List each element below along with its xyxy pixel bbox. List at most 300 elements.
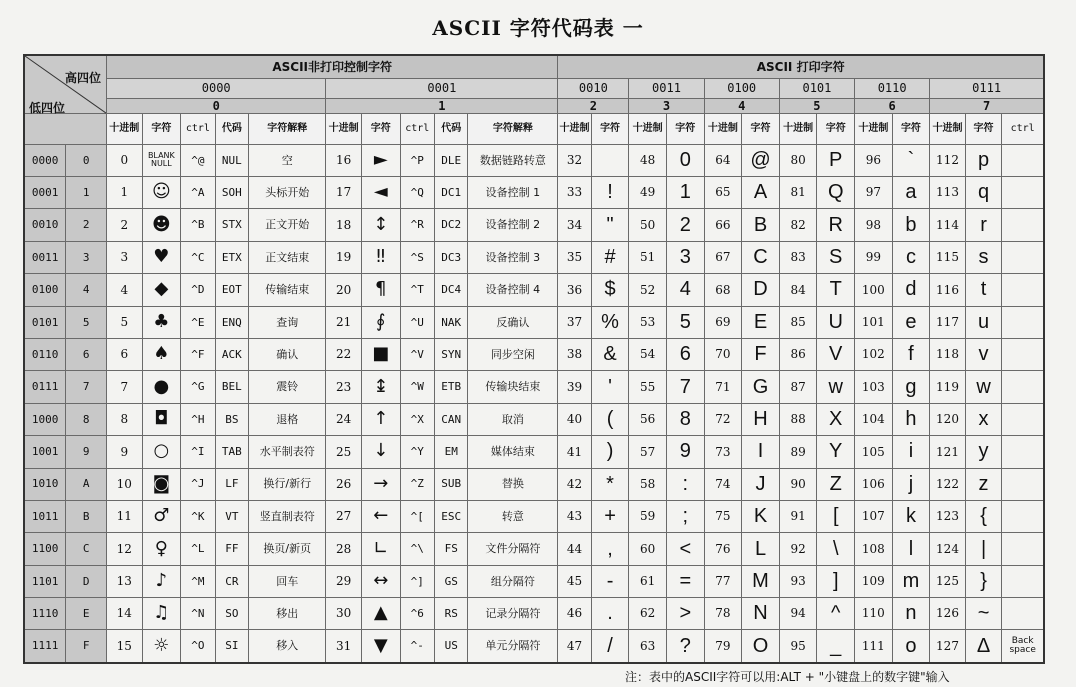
print-dec: 46 <box>558 598 591 630</box>
ctrl-dec: 21 <box>326 306 362 338</box>
print-char: U <box>817 306 855 338</box>
print-char: B <box>742 209 780 241</box>
ctrl-key: ^D <box>181 274 215 306</box>
print-dec: 104 <box>855 403 893 435</box>
print-dec: 69 <box>704 306 742 338</box>
high-digit-4: 4 <box>704 98 779 113</box>
ctrl-description: 单元分隔符 <box>468 630 558 663</box>
ctrl-code: DLE <box>435 144 468 176</box>
print-dec: 114 <box>930 209 966 241</box>
print-dec: 115 <box>930 241 966 273</box>
high-digit-2: 2 <box>558 98 629 113</box>
print-dec: 49 <box>629 177 667 209</box>
print-dec: 101 <box>855 306 893 338</box>
print-char: = <box>666 565 704 597</box>
ctrl-description: 反确认 <box>468 306 558 338</box>
ctrl-dec: 7 <box>107 371 143 403</box>
print-char: t <box>965 274 1002 306</box>
ctrl-symbol: ■ <box>361 338 400 370</box>
ctrl-symbol: ◘ <box>142 403 181 435</box>
print-char: d <box>892 274 930 306</box>
ctrl-symbol: ∮ <box>361 306 400 338</box>
row-binary: 1101 <box>24 565 66 597</box>
print-char: : <box>666 468 704 500</box>
table-row <box>24 371 1044 403</box>
ctrl-symbol: ♂ <box>142 500 181 532</box>
ctrl-description: 媒体结束 <box>468 436 558 468</box>
print-dec: 109 <box>855 565 893 597</box>
ctrl-key: ^U <box>400 306 434 338</box>
ctrl-code: DC1 <box>435 177 468 209</box>
print-char: j <box>892 468 930 500</box>
print-dec: 41 <box>558 436 591 468</box>
ctrl-description: 文件分隔符 <box>468 533 558 565</box>
print-dec: 121 <box>930 436 966 468</box>
ctrl-key: ^N <box>181 598 215 630</box>
ctrl-code: VT <box>215 500 248 532</box>
print-dec: 40 <box>558 403 591 435</box>
ctrl-dec: 24 <box>326 403 362 435</box>
ascii-table <box>23 54 1045 664</box>
print-dec: 116 <box>930 274 966 306</box>
print-char: H <box>742 403 780 435</box>
row-hex: 0 <box>66 144 107 176</box>
ctrl-symbol: ↑ <box>361 403 400 435</box>
ctrl-symbol <box>142 144 181 176</box>
print-char: s <box>965 241 1002 273</box>
print-dec: 110 <box>855 598 893 630</box>
print-char: 5 <box>666 306 704 338</box>
print-dec: 36 <box>558 274 591 306</box>
print-char: ? <box>666 630 704 663</box>
ctrl-code: DC2 <box>435 209 468 241</box>
ctrl-key: ^A <box>181 177 215 209</box>
print-dec: 86 <box>779 338 817 370</box>
print-char: Z <box>817 468 855 500</box>
print-dec: 118 <box>930 338 966 370</box>
ctrl-symbol: ¶ <box>361 274 400 306</box>
print-char: 3 <box>666 241 704 273</box>
ctrl-symbol: ↓ <box>361 436 400 468</box>
ctrl-description: 竖直制表符 <box>249 500 326 532</box>
ctrl-key: ^[ <box>400 500 434 532</box>
ctrl-code: EOT <box>215 274 248 306</box>
print-dec: 60 <box>629 533 667 565</box>
row-binary: 1010 <box>24 468 66 500</box>
del-ctrl-empty <box>1002 436 1044 468</box>
print-char: 8 <box>666 403 704 435</box>
print-char: \ <box>817 533 855 565</box>
ctrl-key: ^B <box>181 209 215 241</box>
ctrl-description: 设备控制 2 <box>468 209 558 241</box>
ctrl-dec: 18 <box>326 209 362 241</box>
print-dec: 99 <box>855 241 893 273</box>
subheader-char: 字符 <box>817 114 855 145</box>
ctrl-code: TAB <box>215 436 248 468</box>
print-char: N <box>742 598 780 630</box>
null-label: NULL <box>150 159 172 169</box>
ctrl-key: ^L <box>181 533 215 565</box>
del-ctrl-empty <box>1002 241 1044 273</box>
print-char: ; <box>666 500 704 532</box>
ctrl-dec: 30 <box>326 598 362 630</box>
print-char: $ <box>591 274 629 306</box>
print-char: n <box>892 598 930 630</box>
ctrl-code: NUL <box>215 144 248 176</box>
ctrl-dec: 1 <box>107 177 143 209</box>
print-char: 1 <box>666 177 704 209</box>
ctrl-key: ^T <box>400 274 434 306</box>
ctrl-symbol: ◄ <box>361 177 400 209</box>
print-char: i <box>892 436 930 468</box>
blank-label: BLANK <box>147 150 175 160</box>
print-dec: 102 <box>855 338 893 370</box>
print-dec: 79 <box>704 630 742 663</box>
del-ctrl-empty <box>1002 209 1044 241</box>
print-char: K <box>742 500 780 532</box>
ctrl-code: SO <box>215 598 248 630</box>
ctrl-key: ^Q <box>400 177 434 209</box>
subheader-ctrl: ctrl <box>1002 114 1044 145</box>
print-char: w <box>817 371 855 403</box>
print-dec: 119 <box>930 371 966 403</box>
ctrl-code: BS <box>215 403 248 435</box>
row-binary: 1000 <box>24 403 66 435</box>
del-ctrl-empty <box>1002 177 1044 209</box>
print-dec: 61 <box>629 565 667 597</box>
print-dec: 92 <box>779 533 817 565</box>
ctrl-dec: 23 <box>326 371 362 403</box>
print-dec: 127 <box>930 630 966 663</box>
row-hex: B <box>66 500 107 532</box>
print-char: v <box>965 338 1002 370</box>
ctrl-dec: 16 <box>326 144 362 176</box>
row-hex: F <box>66 630 107 663</box>
print-char: * <box>591 468 629 500</box>
ctrl-dec: 2 <box>107 209 143 241</box>
del-ctrl-empty <box>1002 533 1044 565</box>
ctrl-symbol: ↨ <box>361 371 400 403</box>
ctrl-key: ^O <box>181 630 215 663</box>
print-dec: 53 <box>629 306 667 338</box>
table-row <box>24 306 1044 338</box>
row-hex: C <box>66 533 107 565</box>
ctrl-code: DC4 <box>435 274 468 306</box>
print-char: " <box>591 209 629 241</box>
print-dec: 56 <box>629 403 667 435</box>
print-char: o <box>892 630 930 663</box>
row-hex: D <box>66 565 107 597</box>
print-dec: 84 <box>779 274 817 306</box>
print-char: V <box>817 338 855 370</box>
row-binary: 0011 <box>24 241 66 273</box>
print-dec: 91 <box>779 500 817 532</box>
print-char: ) <box>591 436 629 468</box>
print-char: ` <box>892 144 930 176</box>
print-dec: 85 <box>779 306 817 338</box>
print-dec: 58 <box>629 468 667 500</box>
print-char: . <box>591 598 629 630</box>
print-dec: 65 <box>704 177 742 209</box>
ctrl-dec: 5 <box>107 306 143 338</box>
ctrl-code: CAN <box>435 403 468 435</box>
print-dec: 50 <box>629 209 667 241</box>
print-char: G <box>742 371 780 403</box>
print-char: E <box>742 306 780 338</box>
ctrl-code: GS <box>435 565 468 597</box>
ctrl-symbol: ● <box>142 371 181 403</box>
high-bits-0011: 0011 <box>629 79 704 98</box>
print-char <box>591 144 629 176</box>
ctrl-code: SI <box>215 630 248 663</box>
ctrl-code: ENQ <box>215 306 248 338</box>
print-dec: 52 <box>629 274 667 306</box>
ctrl-symbol: ► <box>361 144 400 176</box>
print-section-header: ASCII 打印字符 <box>558 55 1044 79</box>
print-dec: 89 <box>779 436 817 468</box>
row-binary: 0001 <box>24 177 66 209</box>
ctrl-dec: 13 <box>107 565 143 597</box>
print-dec: 75 <box>704 500 742 532</box>
row-hex: A <box>66 468 107 500</box>
ctrl-dec: 19 <box>326 241 362 273</box>
high-digit-6: 6 <box>855 98 930 113</box>
ctrl-key: ^W <box>400 371 434 403</box>
print-dec: 93 <box>779 565 817 597</box>
table-row <box>24 241 1044 273</box>
high-digit-3: 3 <box>629 98 704 113</box>
print-char: I <box>742 436 780 468</box>
print-char: y <box>965 436 1002 468</box>
table-row <box>24 500 1044 532</box>
ctrl-dec: 17 <box>326 177 362 209</box>
ctrl-dec: 10 <box>107 468 143 500</box>
row-binary: 0100 <box>24 274 66 306</box>
subheader-dec: 十进制 <box>107 114 143 145</box>
ctrl-key: ^] <box>400 565 434 597</box>
print-dec: 33 <box>558 177 591 209</box>
print-dec: 94 <box>779 598 817 630</box>
print-char: ~ <box>965 598 1002 630</box>
row-hex: 4 <box>66 274 107 306</box>
ctrl-key: ^F <box>181 338 215 370</box>
ctrl-symbol: ◙ <box>142 468 181 500</box>
print-dec: 54 <box>629 338 667 370</box>
print-dec: 105 <box>855 436 893 468</box>
print-char: Q <box>817 177 855 209</box>
high-digit-1: 1 <box>326 98 558 113</box>
high-bits-0000: 0000 <box>107 79 326 98</box>
ctrl-description: 移入 <box>249 630 326 663</box>
ctrl-description: 设备控制 4 <box>468 274 558 306</box>
print-dec: 83 <box>779 241 817 273</box>
ctrl-description: 头标开始 <box>249 177 326 209</box>
ctrl-description: 取消 <box>468 403 558 435</box>
row-hex: 1 <box>66 177 107 209</box>
print-char: 2 <box>666 209 704 241</box>
ctrl-code: RS <box>435 598 468 630</box>
print-char: 7 <box>666 371 704 403</box>
row-binary: 0101 <box>24 306 66 338</box>
ctrl-description: 移出 <box>249 598 326 630</box>
ctrl-symbol: ◆ <box>142 274 181 306</box>
high-bits-0101: 0101 <box>779 79 854 98</box>
table-row <box>24 177 1044 209</box>
print-dec: 34 <box>558 209 591 241</box>
row-hex: 6 <box>66 338 107 370</box>
print-char: T <box>817 274 855 306</box>
print-char: f <box>892 338 930 370</box>
print-dec: 73 <box>704 436 742 468</box>
ctrl-description: 退格 <box>249 403 326 435</box>
ctrl-dec: 14 <box>107 598 143 630</box>
subheader-char: 字符 <box>142 114 181 145</box>
row-hex: 2 <box>66 209 107 241</box>
table-row <box>24 144 1044 176</box>
print-char: m <box>892 565 930 597</box>
table-row <box>24 565 1044 597</box>
ctrl-dec: 28 <box>326 533 362 565</box>
ctrl-key: ^@ <box>181 144 215 176</box>
row-binary: 1111 <box>24 630 66 663</box>
ctrl-code: US <box>435 630 468 663</box>
print-char: / <box>591 630 629 663</box>
ctrl-key: ^G <box>181 371 215 403</box>
ctrl-description: 组分隔符 <box>468 565 558 597</box>
print-dec: 100 <box>855 274 893 306</box>
row-binary: 0000 <box>24 144 66 176</box>
row-hex: 8 <box>66 403 107 435</box>
print-dec: 51 <box>629 241 667 273</box>
ctrl-key: ^Z <box>400 468 434 500</box>
print-char: # <box>591 241 629 273</box>
print-char: L <box>742 533 780 565</box>
ctrl-code: STX <box>215 209 248 241</box>
ctrl-code: LF <box>215 468 248 500</box>
subheader-dec: 十进制 <box>629 114 667 145</box>
print-char: - <box>591 565 629 597</box>
ctrl-symbol: ♣ <box>142 306 181 338</box>
ctrl-description: 震铃 <box>249 371 326 403</box>
del-ctrl-empty <box>1002 468 1044 500</box>
ctrl-key: ^P <box>400 144 434 176</box>
del-ctrl-empty <box>1002 144 1044 176</box>
ctrl-symbol: ♠ <box>142 338 181 370</box>
ctrl-symbol: ∟ <box>361 533 400 565</box>
print-char: < <box>666 533 704 565</box>
subheader-dec: 十进制 <box>704 114 742 145</box>
corner-low-cell <box>24 101 107 145</box>
print-char: w <box>965 371 1002 403</box>
subheader-ctrl: ctrl <box>400 114 434 145</box>
print-dec: 38 <box>558 338 591 370</box>
print-dec: 98 <box>855 209 893 241</box>
ctrl-symbol: ← <box>361 500 400 532</box>
subheader-dec: 十进制 <box>558 114 591 145</box>
subheader-code: 代码 <box>215 114 248 145</box>
row-binary: 0111 <box>24 371 66 403</box>
print-char: 0 <box>666 144 704 176</box>
print-char: h <box>892 403 930 435</box>
print-char: ( <box>591 403 629 435</box>
ctrl-key: ^K <box>181 500 215 532</box>
ctrl-code: SOH <box>215 177 248 209</box>
print-char: > <box>666 598 704 630</box>
ctrl-symbol: ☼ <box>142 630 181 663</box>
ctrl-description: 换行/新行 <box>249 468 326 500</box>
print-char: P <box>817 144 855 176</box>
print-char: C <box>742 241 780 273</box>
print-dec: 103 <box>855 371 893 403</box>
ctrl-description: 设备控制 3 <box>468 241 558 273</box>
print-dec: 57 <box>629 436 667 468</box>
print-dec: 55 <box>629 371 667 403</box>
print-char: D <box>742 274 780 306</box>
ctrl-description: 查询 <box>249 306 326 338</box>
ctrl-symbol: ○ <box>142 436 181 468</box>
print-dec: 37 <box>558 306 591 338</box>
print-char: A <box>742 177 780 209</box>
ctrl-key: ^Y <box>400 436 434 468</box>
subheader-code: 代码 <box>435 114 468 145</box>
ctrl-description: 传输结束 <box>249 274 326 306</box>
subheader-char: 字符 <box>742 114 780 145</box>
ctrl-section-header: ASCII非打印控制字符 <box>107 55 558 79</box>
ctrl-dec: 29 <box>326 565 362 597</box>
print-char: { <box>965 500 1002 532</box>
ctrl-dec: 3 <box>107 241 143 273</box>
ctrl-code: BEL <box>215 371 248 403</box>
ctrl-description: 设备控制 1 <box>468 177 558 209</box>
print-dec: 67 <box>704 241 742 273</box>
print-char: R <box>817 209 855 241</box>
ctrl-dec: 0 <box>107 144 143 176</box>
print-char: S <box>817 241 855 273</box>
print-dec: 63 <box>629 630 667 663</box>
print-dec: 74 <box>704 468 742 500</box>
ctrl-key: ^\ <box>400 533 434 565</box>
print-dec: 78 <box>704 598 742 630</box>
print-dec: 107 <box>855 500 893 532</box>
print-dec: 43 <box>558 500 591 532</box>
print-dec: 80 <box>779 144 817 176</box>
ctrl-dec: 27 <box>326 500 362 532</box>
table-row <box>24 598 1044 630</box>
print-char: e <box>892 306 930 338</box>
ctrl-description: 数据链路转意 <box>468 144 558 176</box>
print-char: q <box>965 177 1002 209</box>
ctrl-code: CR <box>215 565 248 597</box>
ctrl-code: SYN <box>435 338 468 370</box>
row-binary: 1100 <box>24 533 66 565</box>
print-dec: 124 <box>930 533 966 565</box>
print-char: c <box>892 241 930 273</box>
ctrl-key: ^C <box>181 241 215 273</box>
print-dec: 76 <box>704 533 742 565</box>
ctrl-code: NAK <box>435 306 468 338</box>
print-char: , <box>591 533 629 565</box>
print-dec: 72 <box>704 403 742 435</box>
print-dec: 88 <box>779 403 817 435</box>
ctrl-key: ^M <box>181 565 215 597</box>
ctrl-symbol: ♫ <box>142 598 181 630</box>
print-dec: 68 <box>704 274 742 306</box>
print-dec: 35 <box>558 241 591 273</box>
print-char: g <box>892 371 930 403</box>
print-char: [ <box>817 500 855 532</box>
ctrl-description: 转意 <box>468 500 558 532</box>
row-hex: 3 <box>66 241 107 273</box>
